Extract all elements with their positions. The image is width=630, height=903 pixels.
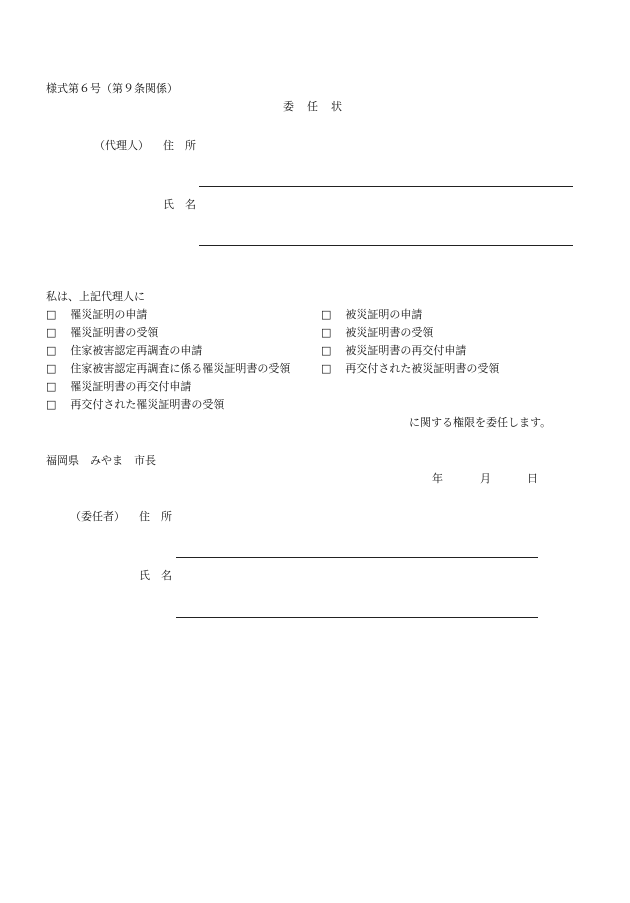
option-left-6[interactable] <box>46 398 224 411</box>
option-right-2[interactable] <box>321 326 433 339</box>
date-day-label: 日 <box>527 472 538 485</box>
document-title: 委 任 状 <box>283 100 343 113</box>
option-label: 罹災証明の申請 <box>70 308 148 321</box>
form-number: 様式第６号（第９条関係） <box>46 82 178 95</box>
checkbox-icon[interactable]: □ <box>46 308 57 321</box>
date-month-label: 月 <box>480 472 491 485</box>
checkbox-icon[interactable]: □ <box>321 326 332 339</box>
addressee: 福岡県 みやま 市長 <box>46 454 156 467</box>
checkbox-icon[interactable]: □ <box>46 398 57 411</box>
delegator-role-label: （委任者） <box>70 510 125 523</box>
option-label: 住家被害認定再調査の申請 <box>70 344 203 357</box>
option-label: 被災証明の申請 <box>345 308 423 321</box>
agent-role-label: （代理人） <box>94 139 149 152</box>
agent-name-label: 氏 名 <box>163 198 196 211</box>
intro-text: 私は、上記代理人に <box>46 290 145 303</box>
delegator-name-label: 氏 名 <box>139 569 172 582</box>
checkbox-icon[interactable]: □ <box>46 380 57 393</box>
option-left-5[interactable] <box>46 380 191 393</box>
delegator-name-field[interactable] <box>176 617 538 618</box>
option-label: 被災証明書の受領 <box>345 326 434 339</box>
agent-address-field[interactable] <box>199 186 573 187</box>
option-label: 被災証明書の再交付申請 <box>345 344 467 357</box>
option-right-4[interactable] <box>321 362 499 375</box>
date-year-label: 年 <box>432 472 443 485</box>
option-left-2[interactable] <box>46 326 158 339</box>
option-left-1[interactable] <box>46 308 147 321</box>
option-left-3[interactable] <box>46 344 202 357</box>
option-label: 罹災証明書の再交付申請 <box>70 380 192 393</box>
checkbox-icon[interactable]: □ <box>46 344 57 357</box>
checkbox-icon[interactable]: □ <box>46 362 57 375</box>
option-right-1[interactable] <box>321 308 422 321</box>
option-left-4[interactable] <box>46 362 290 375</box>
agent-address-label: 住 所 <box>163 139 196 152</box>
delegator-address-field[interactable] <box>176 557 538 558</box>
option-right-3[interactable] <box>321 344 466 357</box>
agent-name-field[interactable] <box>199 245 573 246</box>
delegator-address-label: 住 所 <box>139 510 172 523</box>
delegation-text: に関する権限を委任します。 <box>409 416 552 429</box>
checkbox-icon[interactable]: □ <box>321 308 332 321</box>
option-label: 再交付された被災証明書の受領 <box>345 362 500 375</box>
checkbox-icon[interactable]: □ <box>46 326 57 339</box>
option-label: 住家被害認定再調査に係る罹災証明書の受領 <box>70 362 291 375</box>
checkbox-icon[interactable]: □ <box>321 362 332 375</box>
option-label: 再交付された罹災証明書の受領 <box>70 398 225 411</box>
checkbox-icon[interactable]: □ <box>321 344 332 357</box>
option-label: 罹災証明書の受領 <box>70 326 159 339</box>
